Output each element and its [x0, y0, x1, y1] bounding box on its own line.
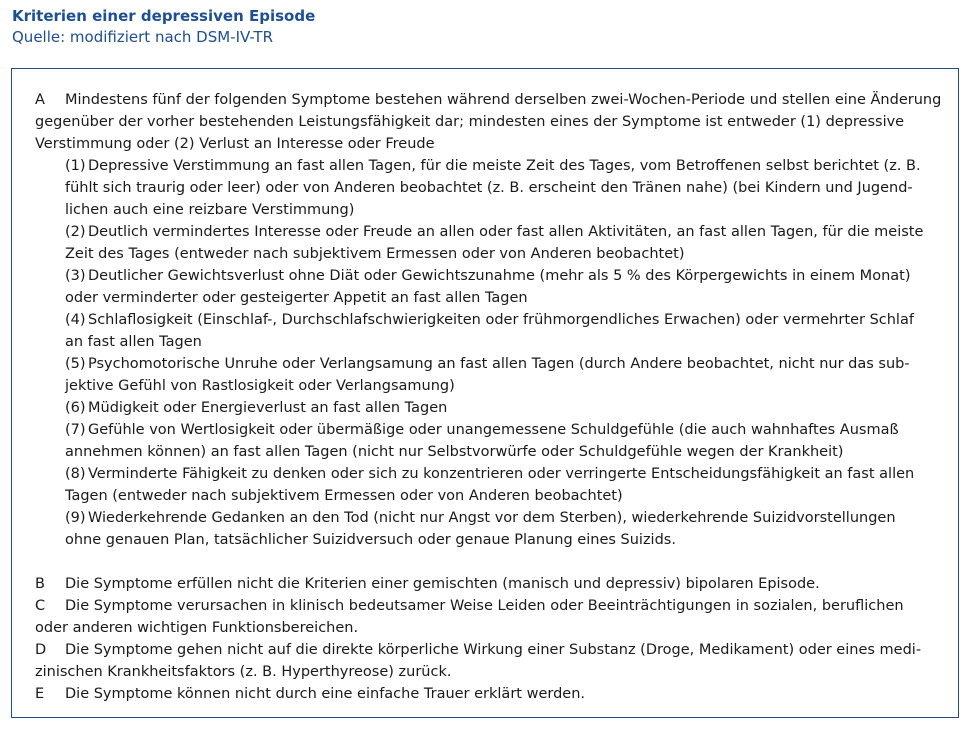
symptom-line: Verminderte Fähigkeit zu denken oder sich zu konzentrieren oder verringerte Entscheidungsfähigkeit an fast allen	[88, 466, 915, 482]
criterion-e-line: Die Symptome können nicht durch eine einfache Trauer erklärt werden.	[65, 686, 585, 702]
symptom-2	[25, 221, 948, 265]
criterion-c	[25, 595, 948, 639]
symptom-line: lichen auch eine reizbare Verstimmung)	[65, 202, 355, 218]
symptom-line: jektive Gefühl von Rastlosigkeit oder Verlangsamung)	[65, 378, 455, 394]
symptom-line: Gefühle von Wertlosigkeit oder übermäßige oder unangemessene Schuldgefühle (die auch wahnhaftes Ausmaß	[88, 422, 899, 438]
symptom-line: Deutlich vermindertes Interesse oder Freude an allen oder fast allen Aktivitäten, an fast allen Tagen, für die meiste	[88, 224, 924, 240]
document-title: Kriterien einer depressiven Episode	[12, 7, 316, 25]
symptom-1	[25, 155, 948, 221]
symptom-line: Zeit des Tages (entweder nach subjektivem Ermessen oder von Anderen beobachtet)	[65, 246, 685, 262]
symptom-line: annehmen können) an fast allen Tagen (nicht nur Selbstvorwürfe oder Schuldgefühle wegen der Krankheit)	[65, 444, 844, 460]
criterion-d	[25, 639, 948, 683]
criterion-b-line: Die Symptome erfüllen nicht die Kriterien einer gemischten (manisch und depressiv) bipolaren Episode.	[65, 576, 820, 592]
symptom-line: Schlaflosigkeit (Einschlaf-, Durchschlafschwierigkeiten oder frühmorgendliches Erwachen) oder vermehrter Schlaf	[88, 312, 914, 328]
symptom-7	[25, 419, 948, 463]
symptom-number: (4)	[65, 312, 86, 328]
criterion-a-line: Mindestens fünf der folgenden Symptome bestehen während derselben zwei-Wochen-Periode und stellen eine Änderung	[65, 92, 942, 108]
symptom-number: (9)	[65, 510, 86, 526]
criterion-letter: B	[35, 576, 45, 592]
symptom-line: Müdigkeit oder Energieverlust an fast allen Tagen	[88, 400, 448, 416]
symptom-line: ohne genauen Plan, tatsächlicher Suizidversuch oder genaue Planung eines Suizids.	[65, 532, 676, 548]
spacer	[25, 551, 948, 573]
criterion-letter: D	[35, 642, 47, 658]
symptom-line: oder verminderter oder gesteigerter Appetit an fast allen Tagen	[65, 290, 528, 306]
criterion-letter: E	[35, 686, 45, 702]
criterion-a	[25, 89, 948, 155]
symptom-number: (2)	[65, 224, 86, 240]
criteria-box	[11, 68, 959, 718]
criterion-a-line: Verstimmung oder (2) Verlust an Interesse oder Freude	[35, 136, 435, 152]
symptom-number: (8)	[65, 466, 86, 482]
symptom-6	[25, 397, 948, 419]
criterion-c-line: oder anderen wichtigen Funktionsbereichen.	[35, 620, 359, 636]
criterion-c-line: Die Symptome verursachen in klinisch bedeutsamer Weise Leiden oder Beeinträchtigungen in sozialen, beruflichen	[65, 598, 904, 614]
symptom-line: Tagen (entweder nach subjektivem Ermessen oder von Anderen beobachtet)	[65, 488, 623, 504]
criteria-content	[25, 89, 948, 705]
criterion-d-line: zinischen Krankheitsfaktors (z. B. Hyperthyreose) zurück.	[35, 664, 452, 680]
symptom-number: (5)	[65, 356, 86, 372]
criterion-letter: C	[35, 598, 46, 614]
symptom-line: an fast allen Tagen	[65, 334, 202, 350]
criterion-d-line: Die Symptome gehen nicht auf die direkte körperliche Wirkung einer Substanz (Droge, Medikament) oder eines medi-	[65, 642, 922, 658]
criterion-a-line: gegenüber der vorher bestehenden Leistungsfähigkeit dar; mindesten eines der Symptome ist entweder (1) depressive	[35, 114, 905, 130]
symptom-line: Wiederkehrende Gedanken an den Tod (nicht nur Angst vor dem Sterben), wiederkehrende Suizidvorstellungen	[88, 510, 896, 526]
symptom-5	[25, 353, 948, 397]
symptom-number: (3)	[65, 268, 86, 284]
symptom-line: Depressive Verstimmung an fast allen Tagen, für die meiste Zeit des Tages, vom Betroffenen selbst berichtet (z. B.	[88, 158, 921, 174]
criterion-b	[25, 573, 948, 595]
symptom-9	[25, 507, 948, 551]
symptom-8	[25, 463, 948, 507]
criterion-letter: A	[35, 92, 45, 108]
criterion-e	[25, 683, 948, 705]
symptom-number: (7)	[65, 422, 86, 438]
header	[12, 6, 315, 47]
symptom-number: (1)	[65, 158, 86, 174]
symptom-line: Psychomotorische Unruhe oder Verlangsamung an fast allen Tagen (durch Andere beobachtet, nicht nur das sub-	[88, 356, 910, 372]
source-line: Quelle: modifiziert nach DSM-IV-TR	[12, 28, 274, 46]
symptom-number: (6)	[65, 400, 86, 416]
symptom-line: Deutlicher Gewichtsverlust ohne Diät oder Gewichtszunahme (mehr als 5 % des Körpergewichts in einem Monat)	[88, 268, 911, 284]
symptom-3	[25, 265, 948, 309]
symptom-4	[25, 309, 948, 353]
symptom-line: fühlt sich traurig oder leer) oder von Anderen beobachtet (z. B. erscheint den Tränen nahe) (bei Kindern und Jugend-	[65, 180, 913, 196]
